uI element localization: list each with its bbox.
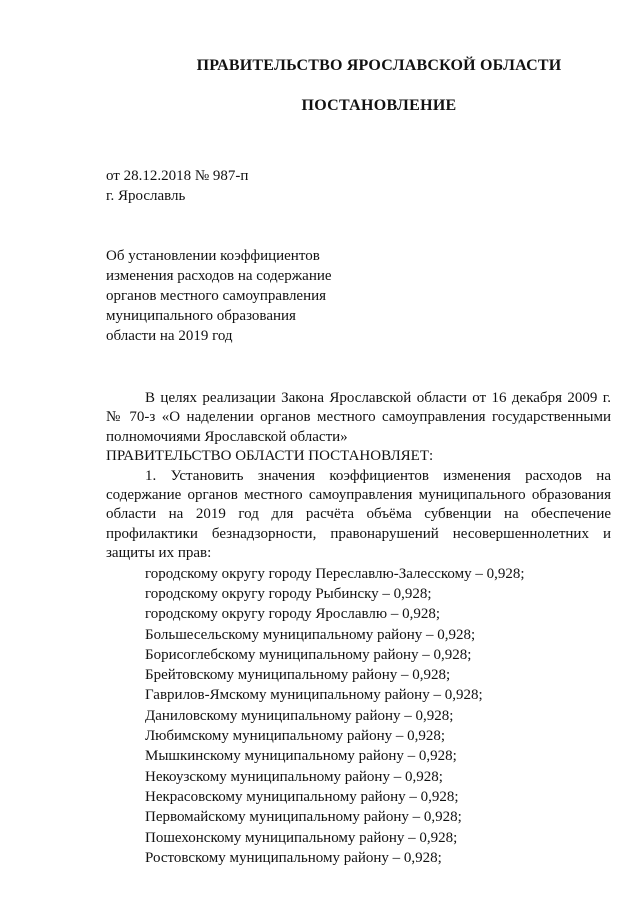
subject-line: муниципального образования: [106, 308, 296, 324]
list-item: Некоузскому муниципальному району – 0,928;: [145, 768, 443, 785]
subject-line: области на 2019 год: [106, 328, 233, 344]
document-subject: [106, 246, 332, 346]
document-meta: [106, 166, 248, 206]
government-header: ПРАВИТЕЛЬСТВО ЯРОСЛАВСКОЙ ОБЛАСТИ: [196, 57, 562, 74]
list-item: городскому округу городу Ярославлю – 0,928;: [145, 606, 441, 623]
list-item: Пошехонскому муниципальному району – 0,928;: [145, 829, 458, 846]
subject-line: органов местного самоуправления: [106, 288, 327, 304]
list-item: Любимскому муниципальному району – 0,928;: [145, 728, 446, 745]
preamble: В целях реализации Закона Ярославской области от 16 декабря 2009 г. № 70-з «О наделении органов местного самоуправления государственными полномочиями Ярославской области»: [106, 390, 611, 445]
subject-line: изменения расходов на содержание: [106, 268, 332, 284]
list-item: Первомайскому муниципальному району – 0,928;: [145, 809, 462, 826]
list-item: Ростовскому муниципальному району – 0,928;: [145, 849, 442, 866]
list-item: городскому округу городу Переславлю-Залесскому – 0,928;: [145, 565, 525, 582]
list-item: Большесельскому муниципальному району – 0,928;: [145, 626, 476, 643]
resolves-statement: ПРАВИТЕЛЬСТВО ОБЛАСТИ ПОСТАНОВЛЯЕТ:: [106, 448, 434, 465]
document-type-title: ПОСТАНОВЛЕНИЕ: [301, 97, 457, 114]
list-item: городскому округу городу Рыбинску – 0,928;: [145, 585, 432, 602]
city: г. Ярославль: [106, 188, 186, 204]
list-item: Брейтовскому муниципальному району – 0,928;: [145, 667, 451, 684]
list-item: Борисоглебскому муниципальному району – 0,928;: [145, 646, 472, 663]
date-number: от 28.12.2018 № 987-п: [106, 168, 249, 184]
subject-line: Об установлении коэффициентов: [106, 248, 320, 264]
list-item: Некрасовскому муниципальному району – 0,928;: [145, 788, 459, 805]
list-item: Даниловскому муниципальному району – 0,928;: [145, 707, 454, 724]
clause-1: 1. Установить значения коэффициентов изменения расходов на содержание органов местного самоуправления муниципального образования области на 2019 год для расчёта объёма субвенции на обеспечение профилактики безнадзорности, правонарушений несовершеннолетних и защиты их прав:: [106, 467, 611, 562]
list-item: Мышкинскому муниципальному району – 0,928;: [145, 748, 457, 765]
coefficient-list: [106, 564, 611, 868]
list-item: Гаврилов-Ямскому муниципальному району – 0,928;: [145, 687, 483, 704]
document-body: [106, 389, 611, 868]
